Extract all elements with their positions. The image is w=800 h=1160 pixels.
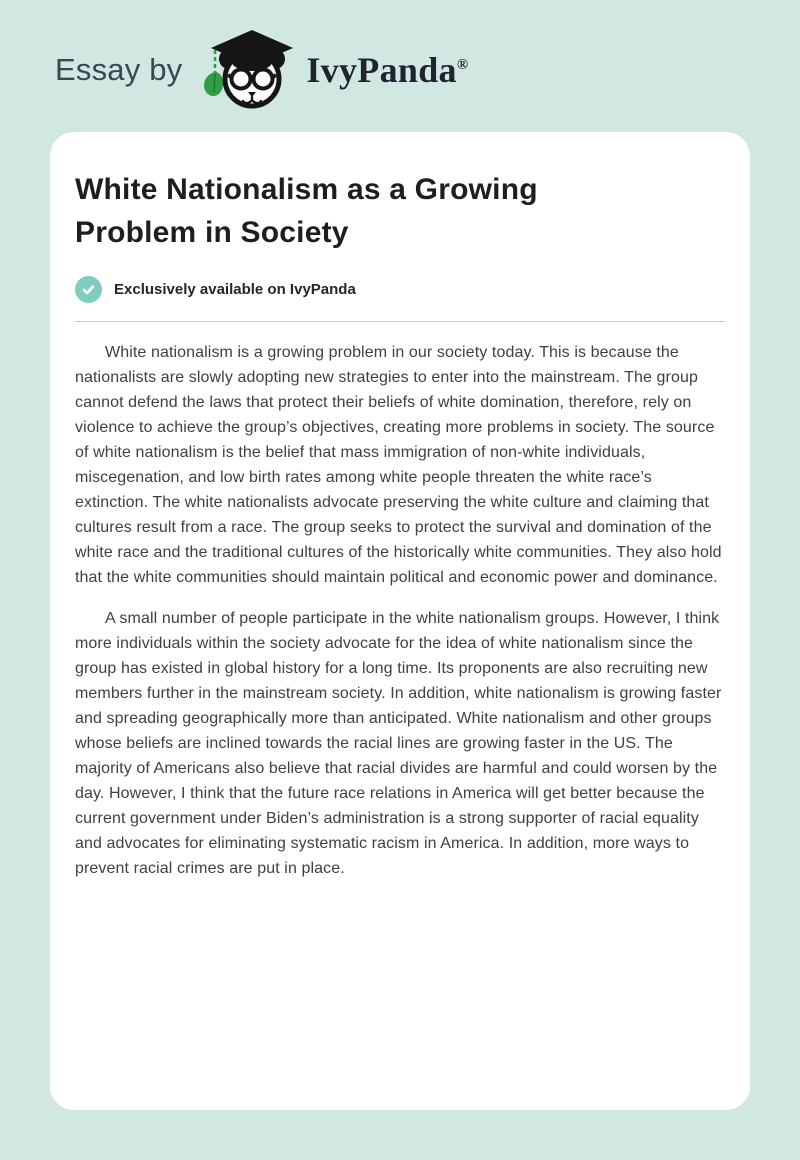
brand-wordmark [306,49,468,91]
registered-trademark: ® [456,57,469,73]
exclusive-badge-label: Exclusively available on IvyPanda [114,281,356,298]
essay-title: White Nationalism as a Growing Problem in Society [75,173,538,249]
essay-by-label: Essay by [55,52,183,87]
check-icon [75,276,102,303]
ivypanda-logo-icon [198,28,294,112]
brand-name: IvyPanda [306,50,457,90]
exclusive-badge [75,276,725,303]
essay-paragraph-2: A small number of people participate in the white nationalism groups. However, I think more individuals within the society advocate for the idea of white nationalism since the group has existed in global history for a long time. Its proponents are also recruiting new members further in the mainstream society. In addition, white nationalism is growing faster and spreading geographically more than anticipated. White nationalism and other groups whose beliefs are inclined towards the racial lines are growing faster in the US. The majority of Americans also believe that racial divides are harmful and could worsen by the day. However, I think that the future race relations in America will get better because the current government under Biden’s administration is a strong supporter of racial equality and advocates for eliminating systematic racism in America. In addition, more ways to prevent racial crimes are put in place. [75,610,722,877]
site-header [0,0,800,112]
divider [75,321,725,322]
essay-card [50,132,750,1110]
essay-paragraph-1: White nationalism is a growing problem in our society today. This is because the nationalists are slowly adopting new strategies to enter into the mainstream. The group cannot defend the laws that protect their beliefs of white domination, therefore, rely on violence to achieve the group’s objectives, creating more problems in society. The source of white nationalism is the belief that mass immigration of non-white individuals, miscegenation, and low birth rates among white people threaten the white race’s extinction. The white nationalists advocate preserving the white culture and claiming that cultures result from a race. The group seeks to protect the survival and domination of the white race and the traditional cultures of the historically white communities. They also hold that the white communities should maintain political and economic power and dominance. [75,344,722,586]
essay-body [75,340,725,881]
